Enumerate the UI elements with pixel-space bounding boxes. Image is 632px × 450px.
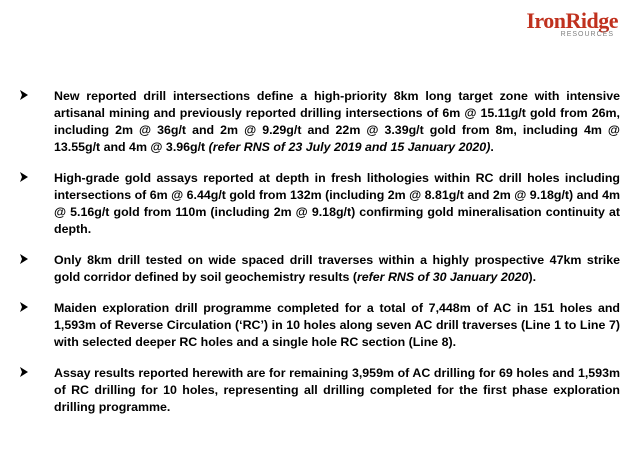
highlight-tail: ). [528, 270, 537, 284]
highlight-reference: refer RNS of 30 January 2020 [356, 270, 529, 284]
arrow-bullet-icon [18, 366, 30, 378]
highlight-text: Assay results reported herewith are for remaining 3,959m of AC drilling for 69 holes and 1,593m of RC drilling for 10 holes, representing all drilling completed for the first phase exploration drilling programme. [54, 366, 620, 414]
highlight-item [18, 300, 620, 351]
highlight-tail: . [490, 140, 494, 154]
arrow-bullet-icon [18, 171, 30, 183]
arrow-bullet-icon [18, 89, 30, 101]
highlight-text: Only 8km drill tested on wide spaced drill traverses within a highly prospective 47km strike gold corridor defined by soil geochemistry results ( [54, 253, 620, 284]
highlight-item [18, 88, 620, 156]
highlight-item [18, 365, 620, 416]
logo-wordmark: IronRidge [526, 8, 618, 33]
highlight-text: High-grade gold assays reported at depth in fresh lithologies within RC drill holes including intersections of 6m @ 6.44g/t gold from 132m (including 2m @ 8.81g/t and 2m @ 9.18g/t) and 4m @ 5.16g/t gold from 110m (including 2m @ 9.18g/t) confirming gold mineralisation continuity at depth. [54, 171, 620, 236]
highlights-list [18, 88, 620, 430]
highlight-item [18, 170, 620, 238]
highlight-item [18, 252, 620, 286]
highlight-reference: (refer RNS of 23 July 2019 and 15 January 2020) [208, 140, 491, 154]
highlight-text: Maiden exploration drill programme completed for a total of 7,448m of AC in 151 holes and 1,593m of Reverse Circulation (‘RC’) in 10 holes along seven AC drill traverses (Line 1 to Line 7) with selected deeper RC holes and a single hole RC section (Line 8). [54, 301, 620, 349]
logo-subtitle: RESOURCES [560, 31, 614, 38]
ironridge-logo [508, 9, 618, 47]
highlight-text: New reported drill intersections define a high-priority 8km long target zone with intensive artisanal mining and previously reported drilling intersections of 6m @ 15.11g/t gold from 26m, including 2m @ 36g/t and 2m @ 9.29g/t and 22m @ 3.39g/t gold from 8m, including 4m @ 13.55g/t and 4m @ 3.96g/t [54, 89, 620, 154]
arrow-bullet-icon [18, 253, 30, 265]
arrow-bullet-icon [18, 301, 30, 313]
